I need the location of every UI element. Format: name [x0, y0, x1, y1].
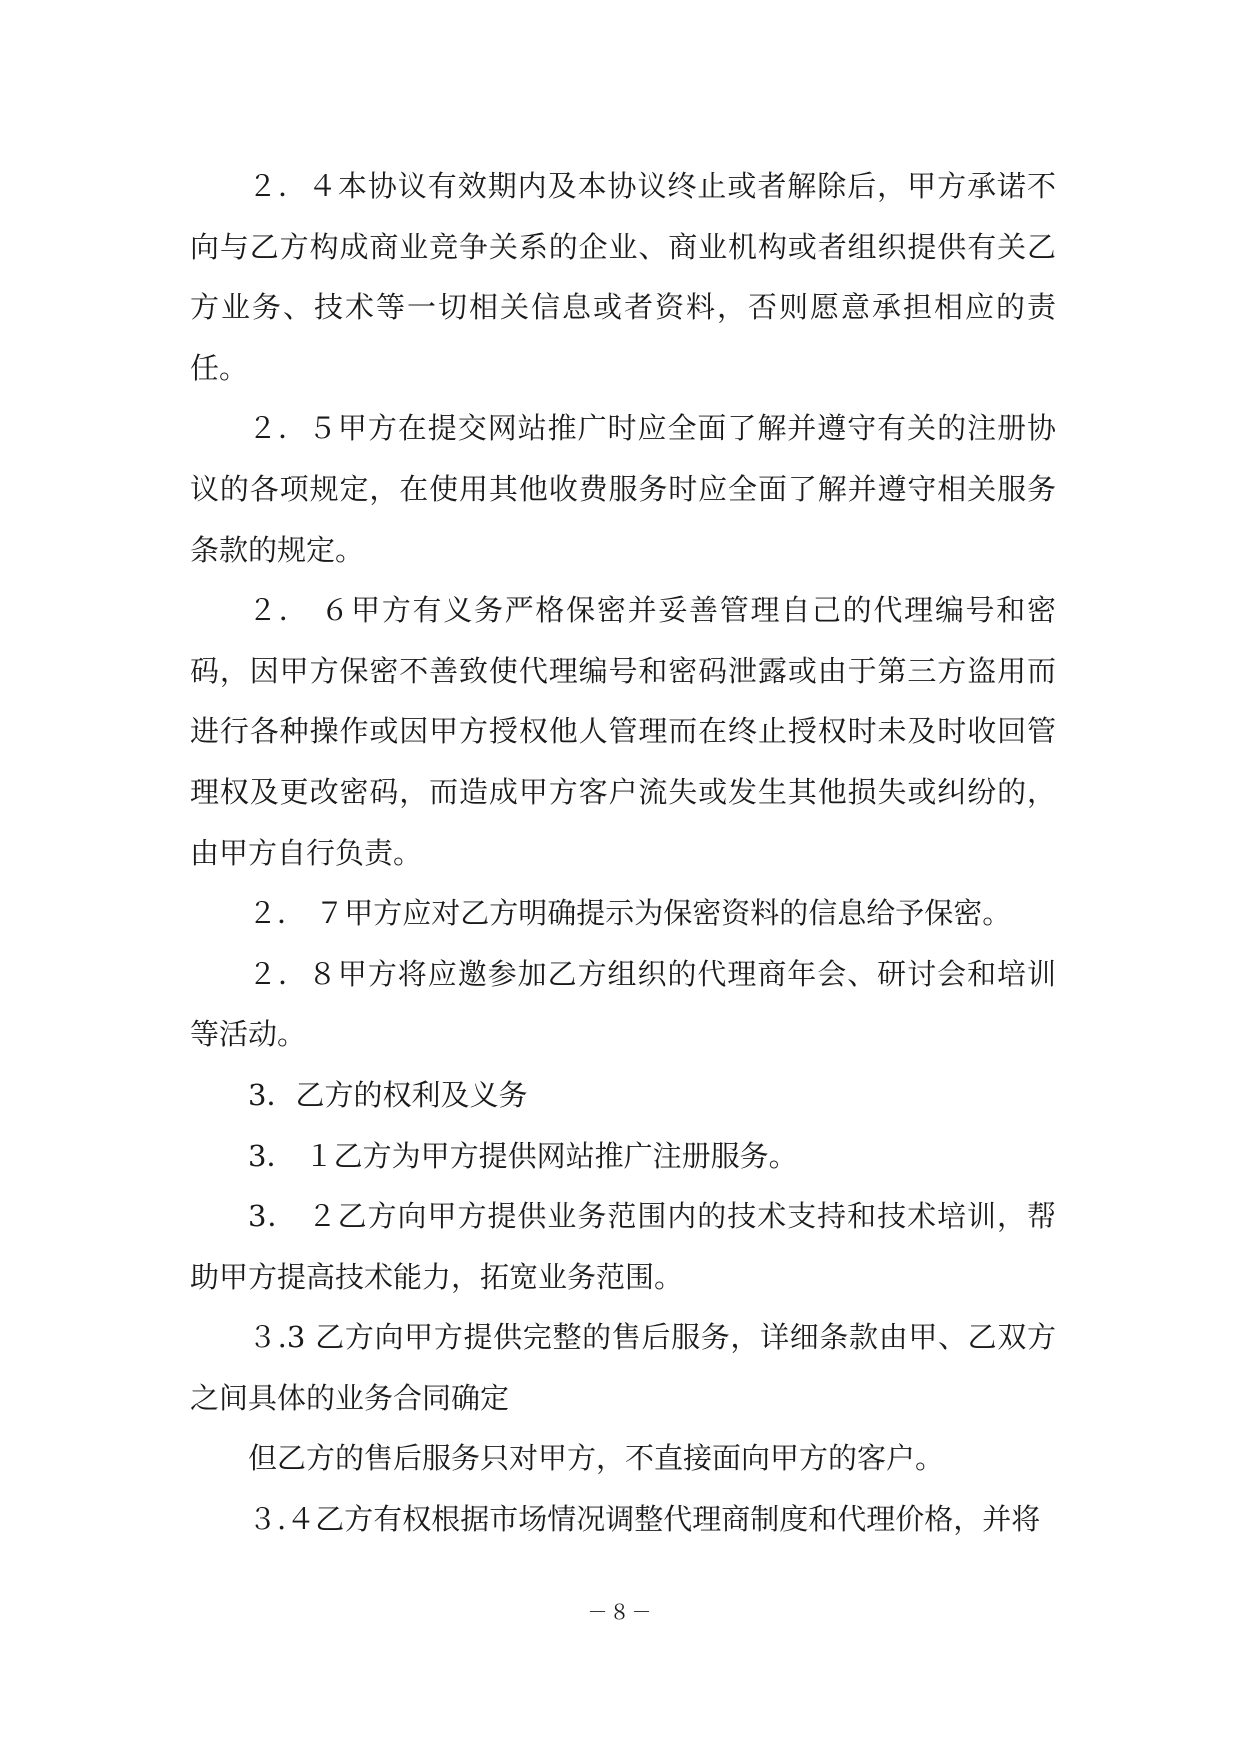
paragraph-2-5: ２．５甲方在提交网站推广时应全面了解并遵守有关的注册协议的各项规定，在使用其他收费服务时应全面了解并遵守相关服务条款的规定。: [190, 411, 1056, 567]
paragraph-2-8: ２．８甲方将应邀参加乙方组织的代理商年会、研讨会和培训等活动。: [190, 956, 1056, 1052]
paragraph-2-7: ２． ７甲方应对乙方明确提示为保密资料的信息给予保密。: [248, 896, 1012, 931]
paragraph-2-6: ２． ６甲方有义务严格保密并妥善管理自己的代理编号和密码，因甲方保密不善致使代理编号和密码泄露或由于第三方盗用而进行各种操作或因甲方授权他人管理而在终止授权时未及时收回管理权及更改密码，而造成甲方客户流失或发生其他损失或纠纷的，由甲方自行负责。: [190, 593, 1056, 870]
paragraph-3-2: 3． ２乙方向甲方提供业务范围内的技术支持和技术培训，帮助甲方提高技术能力，拓宽业务范围。: [190, 1199, 1056, 1294]
document-body: [190, 156, 1056, 1550]
paragraph-3-1: 3． １乙方为甲方提供网站推广注册服务。: [248, 1138, 798, 1173]
section-heading-3: 3．乙方的权利及义务: [248, 1077, 528, 1112]
paragraph-3-3-continued: 但乙方的售后服务只对甲方，不直接面向甲方的客户。: [248, 1441, 945, 1476]
paragraph-2-4: ２．４本协议有效期内及本协议终止或者解除后，甲方承诺不向与乙方构成商业竞争关系的企业、商业机构或者组织提供有关乙方业务、技术等一切相关信息或者资料，否则愿意承担相应的责任。: [190, 169, 1056, 385]
paragraph-3-4: ３.４乙方有权根据市场情况调整代理商制度和代理价格，并将: [248, 1502, 1041, 1537]
paragraph-3-3: ３.3 乙方向甲方提供完整的售后服务，详细条款由甲、乙双方之间具体的业务合同确定: [190, 1320, 1056, 1415]
page-number: －８－: [587, 1600, 654, 1624]
